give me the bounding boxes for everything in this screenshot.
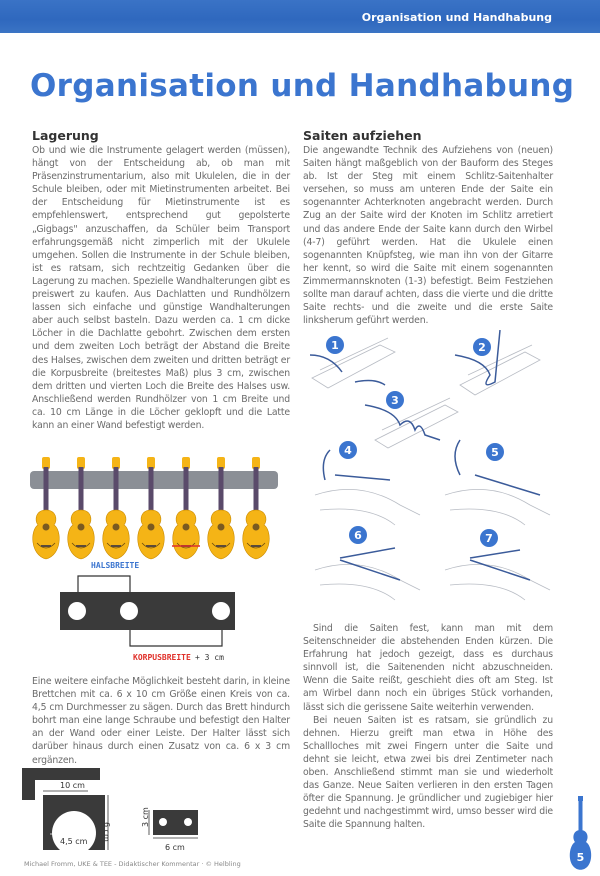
page-number: 5	[576, 851, 585, 864]
neck-width-label: HALSBREITE	[91, 561, 140, 570]
running-header	[0, 0, 600, 33]
section-heading-storage: Lagerung	[32, 128, 99, 143]
body-width-label: KORPUSBREITE	[133, 653, 191, 662]
section-storage	[32, 128, 290, 432]
stretching-paragraph: Bei neuen Saiten ist es ratsam, sie gründlich zu dehnen. Hierzu greift man etwa in Höhe des Schallloches mit zwei Fingern unter die Saite und dehnt sie leicht, etwa zwei bis drei Zentimeter nach oben. Anschließend stimmt man sie und wiederholt das Ganze. Neue Saiten verlieren in den ersten Tagen öfter die Spannung. Je gründlicher und zugiebiger hier gedehnt und nachgestimmt wird, umso besser wird die Saite die Spannung halten.	[303, 714, 553, 831]
step-badge	[326, 336, 344, 354]
hole-2	[120, 602, 138, 620]
neck-width-bracket	[78, 576, 130, 592]
hole-3	[212, 602, 230, 620]
bridge-sketch-2	[460, 345, 540, 395]
section-heading-stringing: Saiten aufziehen	[303, 128, 422, 143]
rack-batten	[30, 471, 278, 489]
step-badge	[349, 526, 367, 544]
storage-paragraph: Ob und wie die Instrumente gelagert werden (müssen), hängt von der Entscheidung ab, ob man mit Präsenzinstrumentarium, also mit Ukulelen, die in der Schule bleiben, oder mit Mietinstrumenten arbeitet. Bei der Entscheidung für Mietinstrumente ist es empfehlenswert, entsprechend gut gepolsterte „Gigbags" anzuschaffen, da Schüler beim Transport erfahrungsgemäß nicht zimperlich mit der Ukulele umgehen. Sollen die Instrumente in der Schule bleiben, ist es ratsam, sich rechtzeitig Gedanken über die Lagerung zu machen. Spezielle Wandhalterungen gibt es preiswert zu kaufen. Aus Dachlatten und Rundhölzern lassen sich einfache und günstige Wandhalterungen aber auch selbst basteln. Dazu werden ca. 1 cm dicke Löcher in die Dachlatte gebohrt. Zwischen dem ersten und dem zweiten Loch beträgt der Abstand die Breite des Halses, zwischen dem zweiten und dritten beträgt er die Korpusbreite (breitestes Maß) plus 3 cm, zwischen dem dritten und vierten Loch die Breite des Halses usw. Anschließend werden Rundhölzer von 1 cm Breite und ca. 10 cm Länge in die Löcher geklopft und die Latte kann an einer Wand befestigt werden.	[32, 145, 290, 431]
step-badge	[386, 391, 404, 409]
page-title: Organisation und Handhabung	[30, 68, 575, 104]
headstock-sketch-4	[315, 489, 420, 525]
step-number: 7	[485, 532, 493, 545]
step-number: 4	[344, 444, 352, 457]
hole-1	[68, 602, 86, 620]
footer-credit: Michael Fromm, UKE & TEE - Didaktischer Kommentar · © Helbling	[24, 860, 241, 868]
body-width-suffix: + 3 cm	[195, 653, 224, 662]
holder-paragraph-container	[32, 675, 290, 767]
bridge-sketch-1	[312, 338, 395, 388]
holder-paragraph: Eine weitere einfache Möglichkeit besteht darin, in kleine Brettchen mit ca. 6 x 10 cm Größe einen Kreis von ca. 4,5 cm Durchmesser zu sägen. Durch das Brett hindurch bohrt man eine lange Schraube und befestigt den Halter an der Wand oder einer Leiste. Der Halter lässt sich darüber hinaus durch einen Zusatz von ca. 6 x 3 cm ergänzen.	[32, 676, 290, 766]
step-badge	[339, 441, 357, 459]
step-badge	[486, 443, 504, 461]
holder-height-label: 6 cm	[102, 822, 111, 842]
addon-height-label: 3 cm	[141, 807, 150, 827]
addon-width-label: 6 cm	[165, 843, 185, 852]
stringing-paragraph: Die angewandte Technik des Aufziehens von (neuen) Saiten hängt maßgeblich von der Bauform des Steges ab. Ist der Steg mit einem Schlitz-Saitenhalter versehen, so muss am unteren Ende der Saite ein sogenannter Achterknoten angebracht werden. Durch Zug an der Saite wird der Knoten im Schlitz arretiert und das andere Ende der Saite kann durch den Wirbel (4-7) geführt werden. Hat die Ukulele einen sogenannten Knüpfsteg, wie man ihn von der Gitarre her kennt, so wird die Saite mit einem sogenannten Zimmermannsknoten (1-3) befestigt. Beim Festziehen sollte man darauf achten, dass die vierte und die dritte Saite rechts- und die zweite und die erste Saite linksherum geführt werden.	[303, 145, 553, 327]
stringing-steps-illustration	[300, 330, 585, 615]
ukulele-rack-illustration	[30, 455, 290, 570]
step-number: 5	[491, 446, 499, 459]
headstock-sketch-5	[445, 489, 550, 525]
batten-diagram	[60, 592, 235, 630]
step-number: 3	[391, 394, 399, 407]
wall-holder-diagram	[20, 760, 300, 855]
step-badge	[480, 529, 498, 547]
step-number: 6	[354, 529, 362, 542]
trimming-paragraph: Sind die Saiten fest, kann man mit dem Seitenschneider die abstehenden Enden kürzen. Die Erfahrung hat jedoch gezeigt, dass es durchaus sinnvoll ist, die Saitenenden nicht abzuschneiden. Wenn die Saite reißt, geschieht dies oft am Steg. Ist am Wirbel dann noch ein übriges Stück vorhanden, lässt sich die gerissene Saite weiterhin verwenden.	[303, 623, 553, 713]
step-number: 2	[478, 341, 486, 354]
holder-width-label: 10 cm	[60, 781, 85, 790]
section-stringing	[303, 128, 553, 327]
step-badge	[473, 338, 491, 356]
body-width-bracket	[130, 630, 222, 646]
step-number: 1	[331, 339, 339, 352]
bridge-sketch-3	[375, 398, 458, 448]
page-number-badge	[565, 796, 595, 871]
holder-diameter-label: 4,5 cm	[60, 837, 88, 846]
rack-dimension-diagram	[55, 560, 235, 665]
string-care-text	[303, 622, 553, 832]
running-header-title: Organisation und Handhabung	[361, 11, 552, 24]
